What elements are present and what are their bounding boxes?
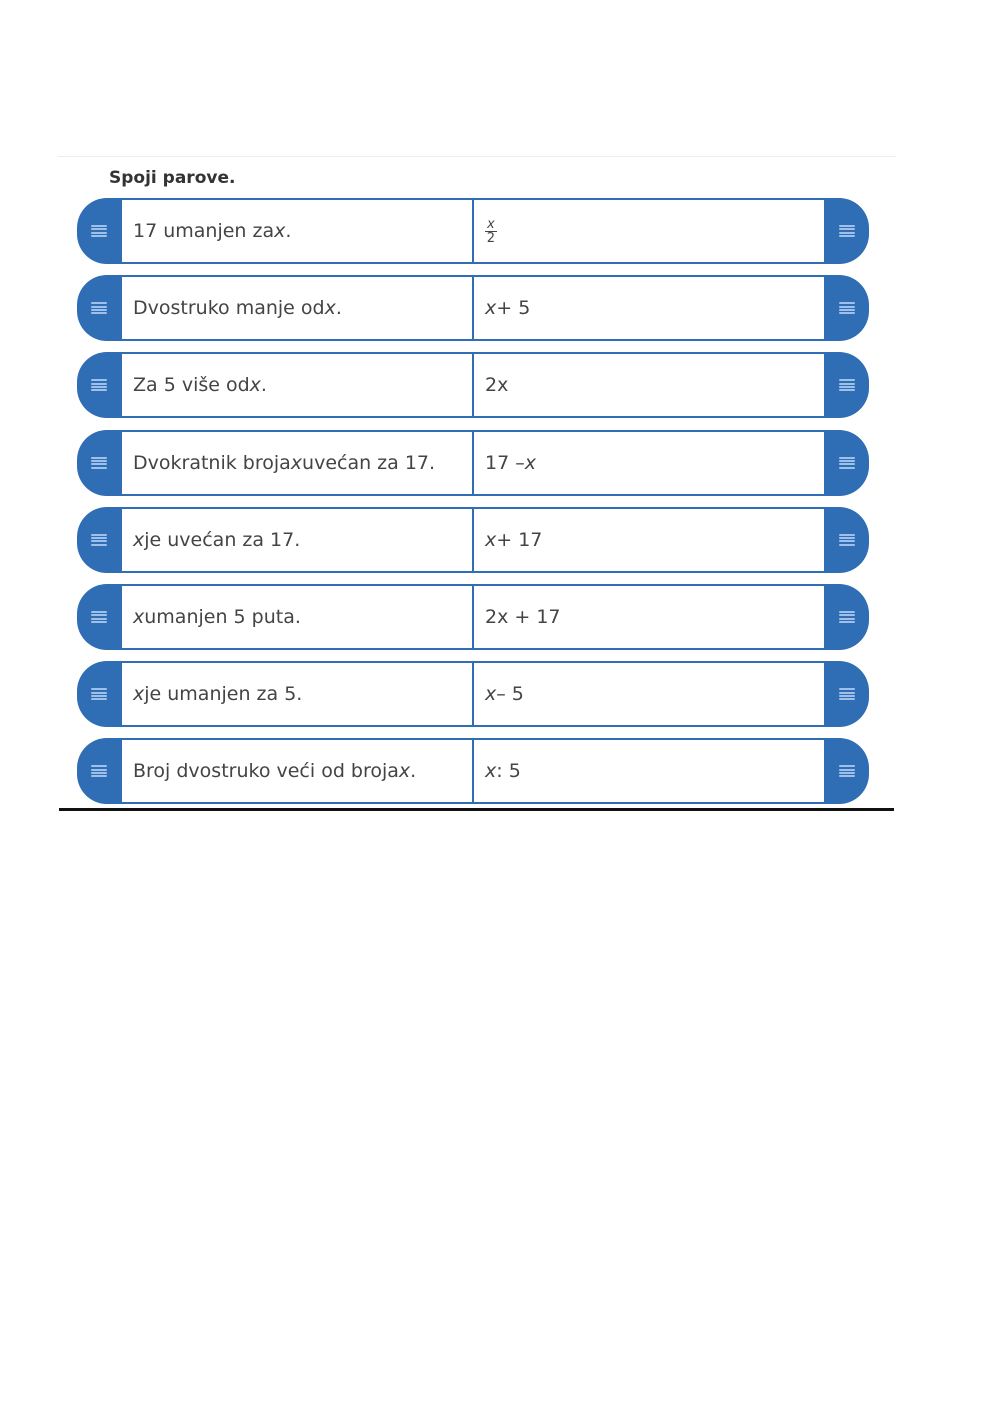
drag-handle-icon bbox=[91, 379, 107, 391]
bottom-divider bbox=[59, 808, 894, 811]
match-row bbox=[77, 661, 869, 727]
left-item[interactable]: Za 5 više od x . bbox=[122, 354, 472, 416]
drag-handle-icon bbox=[839, 534, 855, 546]
fraction bbox=[485, 218, 497, 245]
drag-handle-icon bbox=[839, 765, 855, 777]
drag-handle-icon bbox=[91, 611, 107, 623]
right-drag-handle[interactable] bbox=[825, 507, 869, 573]
right-drag-handle[interactable] bbox=[825, 352, 869, 418]
match-row bbox=[77, 275, 869, 341]
drag-handle-icon bbox=[91, 765, 107, 777]
instruction-text: Spoji parove. bbox=[109, 168, 236, 188]
right-item[interactable]: 17 – x bbox=[474, 432, 824, 494]
left-drag-handle[interactable] bbox=[77, 352, 121, 418]
drag-handle-icon bbox=[839, 611, 855, 623]
left-item[interactable]: Dvostruko manje od x . bbox=[122, 277, 472, 339]
drag-handle-icon bbox=[91, 302, 107, 314]
drag-handle-icon bbox=[839, 457, 855, 469]
right-drag-handle[interactable] bbox=[825, 661, 869, 727]
left-item[interactable]: x je uvećan za 17. bbox=[122, 509, 472, 571]
left-drag-handle[interactable] bbox=[77, 430, 121, 496]
drag-handle-icon bbox=[91, 534, 107, 546]
right-item[interactable]: x – 5 bbox=[474, 663, 824, 725]
left-drag-handle[interactable] bbox=[77, 275, 121, 341]
match-row bbox=[77, 430, 869, 496]
left-drag-handle[interactable] bbox=[77, 507, 121, 573]
fraction-numerator: x bbox=[487, 216, 495, 232]
left-item[interactable]: Broj dvostruko veći od broja x . bbox=[122, 740, 472, 802]
right-drag-handle[interactable] bbox=[825, 275, 869, 341]
drag-handle-icon bbox=[839, 225, 855, 237]
right-drag-handle[interactable] bbox=[825, 584, 869, 650]
left-drag-handle[interactable] bbox=[77, 198, 121, 264]
drag-handle-icon bbox=[91, 225, 107, 237]
top-divider bbox=[58, 156, 896, 157]
fraction-denominator: 2 bbox=[486, 230, 495, 246]
left-drag-handle[interactable] bbox=[77, 584, 121, 650]
drag-handle-icon bbox=[839, 688, 855, 700]
match-row bbox=[77, 352, 869, 418]
match-row bbox=[77, 507, 869, 573]
right-drag-handle[interactable] bbox=[825, 198, 869, 264]
right-item[interactable]: x + 5 bbox=[474, 277, 824, 339]
right-item[interactable]: 2x + 17 bbox=[474, 586, 824, 648]
right-drag-handle[interactable] bbox=[825, 738, 869, 804]
drag-handle-icon bbox=[839, 379, 855, 391]
right-drag-handle[interactable] bbox=[825, 430, 869, 496]
right-item[interactable] bbox=[474, 200, 824, 262]
left-item[interactable]: x je umanjen za 5. bbox=[122, 663, 472, 725]
drag-handle-icon bbox=[91, 457, 107, 469]
left-drag-handle[interactable] bbox=[77, 738, 121, 804]
match-row bbox=[77, 738, 869, 804]
match-row bbox=[77, 198, 869, 264]
left-item[interactable]: 17 umanjen za x . bbox=[122, 200, 472, 262]
drag-handle-icon bbox=[91, 688, 107, 700]
right-item[interactable]: x : 5 bbox=[474, 740, 824, 802]
match-row bbox=[77, 584, 869, 650]
left-item[interactable]: x umanjen 5 puta. bbox=[122, 586, 472, 648]
right-item[interactable]: x + 17 bbox=[474, 509, 824, 571]
drag-handle-icon bbox=[839, 302, 855, 314]
left-drag-handle[interactable] bbox=[77, 661, 121, 727]
left-item[interactable]: Dvokratnik broja x uvećan za 17. bbox=[122, 432, 472, 494]
right-item[interactable]: 2x bbox=[474, 354, 824, 416]
